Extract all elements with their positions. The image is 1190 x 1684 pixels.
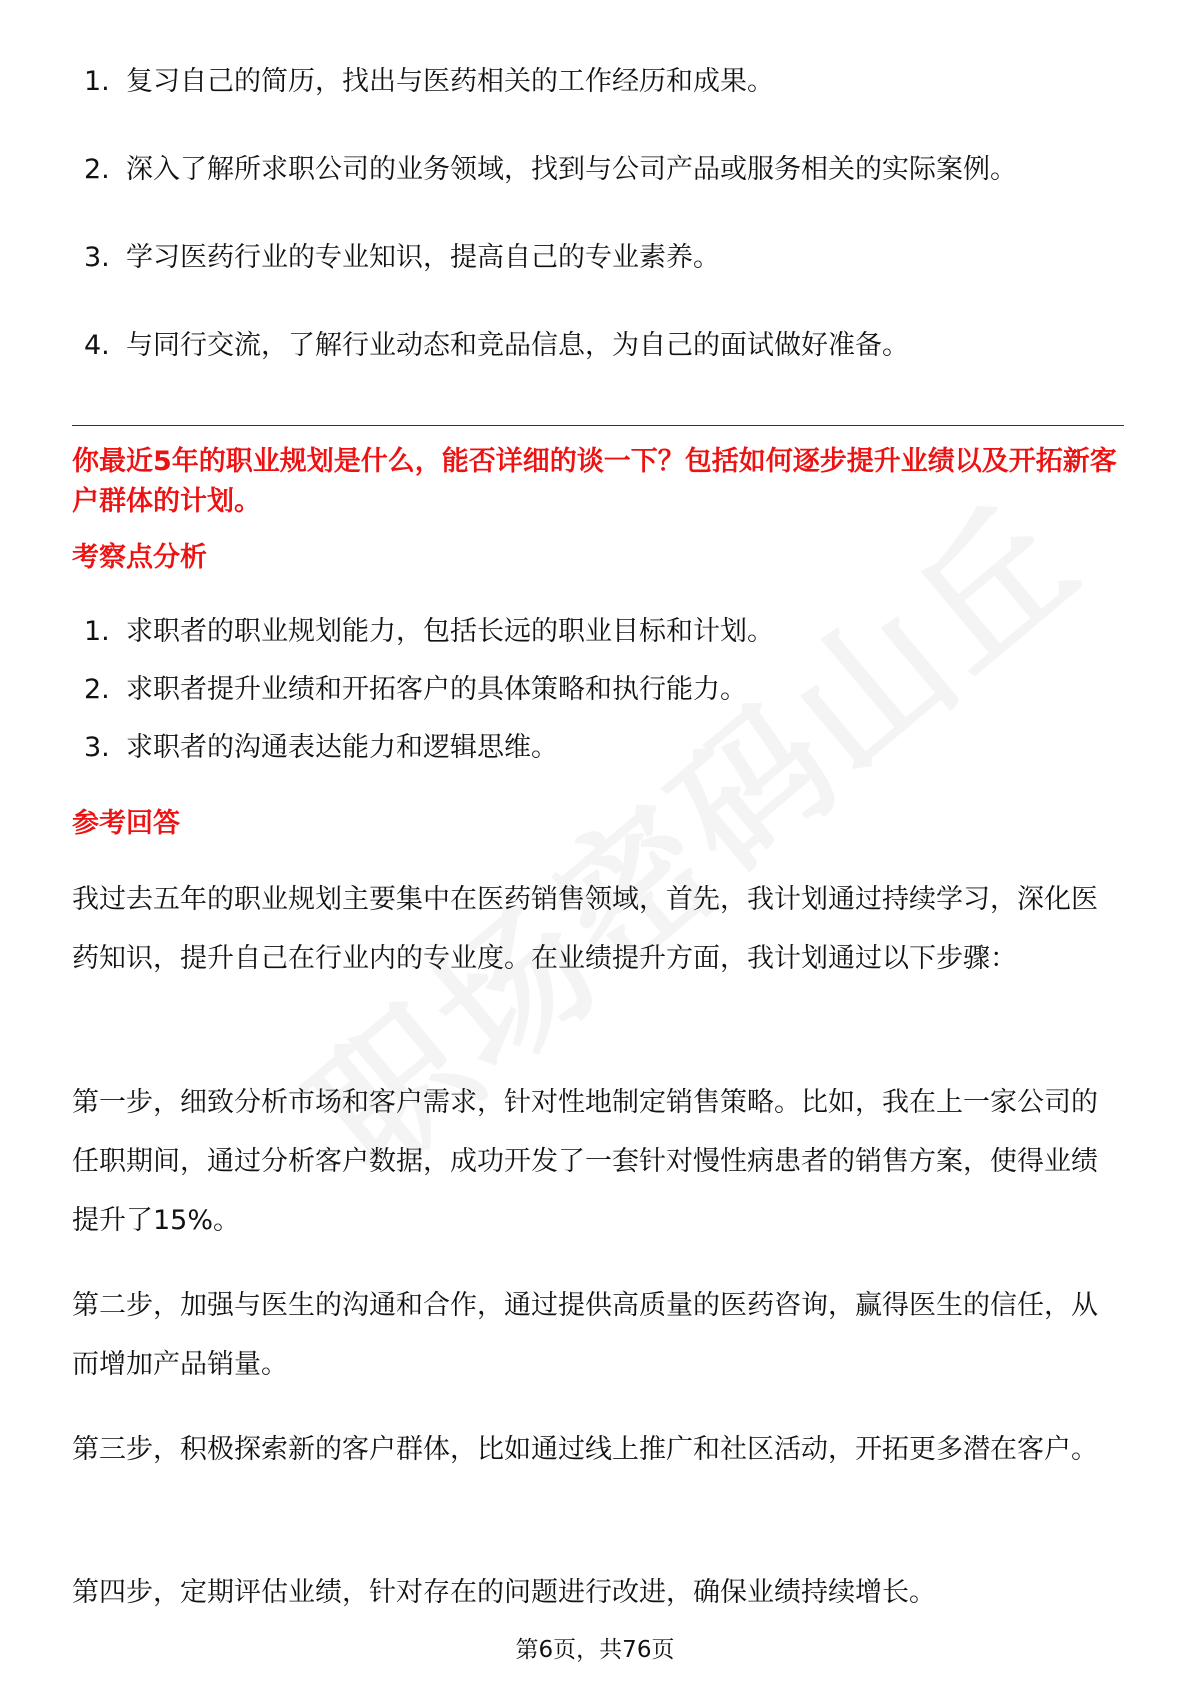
list-item xyxy=(84,728,774,786)
analysis-list xyxy=(84,612,774,786)
answer-heading: 参考回答 xyxy=(72,808,180,839)
list-item-number: 3. xyxy=(84,732,110,763)
list-item xyxy=(84,326,1017,414)
list-item-number: 2. xyxy=(84,674,110,705)
list-item-number: 1. xyxy=(84,66,110,97)
list-item xyxy=(84,670,774,728)
answer-paragraph: 第二步，加强与医生的沟通和合作，通过提供高质量的医药咨询，赢得医生的信任，从而增加产品销量。 xyxy=(72,1290,1098,1380)
list-item-number: 2. xyxy=(84,154,110,185)
list-item-number: 1. xyxy=(84,616,110,647)
list-item-text: 求职者提升业绩和开拓客户的具体策略和执行能力。 xyxy=(126,674,747,705)
analysis-heading: 考察点分析 xyxy=(72,542,207,573)
list-item-text: 求职者的职业规划能力，包括长远的职业目标和计划。 xyxy=(126,616,774,647)
list-item xyxy=(84,150,1017,238)
page-number-footer: 第6页，共76页 xyxy=(515,1637,675,1663)
list-item-text: 学习医药行业的专业知识，提高自己的专业素养。 xyxy=(126,242,720,273)
list-item xyxy=(84,238,1017,326)
answer-paragraph: 第三步，积极探索新的客户群体，比如通过线上推广和社区活动，开拓更多潜在客户。 xyxy=(72,1434,1098,1465)
list-item-text: 与同行交流，了解行业动态和竞品信息，为自己的面试做好准备。 xyxy=(126,330,909,361)
list-item-text: 深入了解所求职公司的业务领域，找到与公司产品或服务相关的实际案例。 xyxy=(126,154,1017,185)
preparation-list xyxy=(84,62,1017,414)
answer-paragraph: 我过去五年的职业规划主要集中在医药销售领域，首先，我计划通过持续学习，深化医药知识，提升自己在行业内的专业度。在业绩提升方面，我计划通过以下步骤： xyxy=(72,884,1098,974)
answer-paragraph: 第一步，细致分析市场和客户需求，针对性地制定销售策略。比如，我在上一家公司的任职期间，通过分析客户数据，成功开发了一套针对慢性病患者的销售方案，使得业绩提升了15%。 xyxy=(72,1087,1098,1236)
list-item xyxy=(84,62,1017,150)
interview-question: 你最近5年的职业规划是什么，能否详细的谈一下？包括如何逐步提升业绩以及开拓新客户群体的计划。 xyxy=(72,446,1117,517)
section-divider xyxy=(72,425,1124,426)
list-item-text: 复习自己的简历，找出与医药相关的工作经历和成果。 xyxy=(126,66,774,97)
list-item-text: 求职者的沟通表达能力和逻辑思维。 xyxy=(126,732,558,763)
list-item xyxy=(84,612,774,670)
list-item-number: 4. xyxy=(84,330,110,361)
answer-paragraph: 第四步，定期评估业绩，针对存在的问题进行改进，确保业绩持续增长。 xyxy=(72,1577,936,1608)
list-item-number: 3. xyxy=(84,242,110,273)
